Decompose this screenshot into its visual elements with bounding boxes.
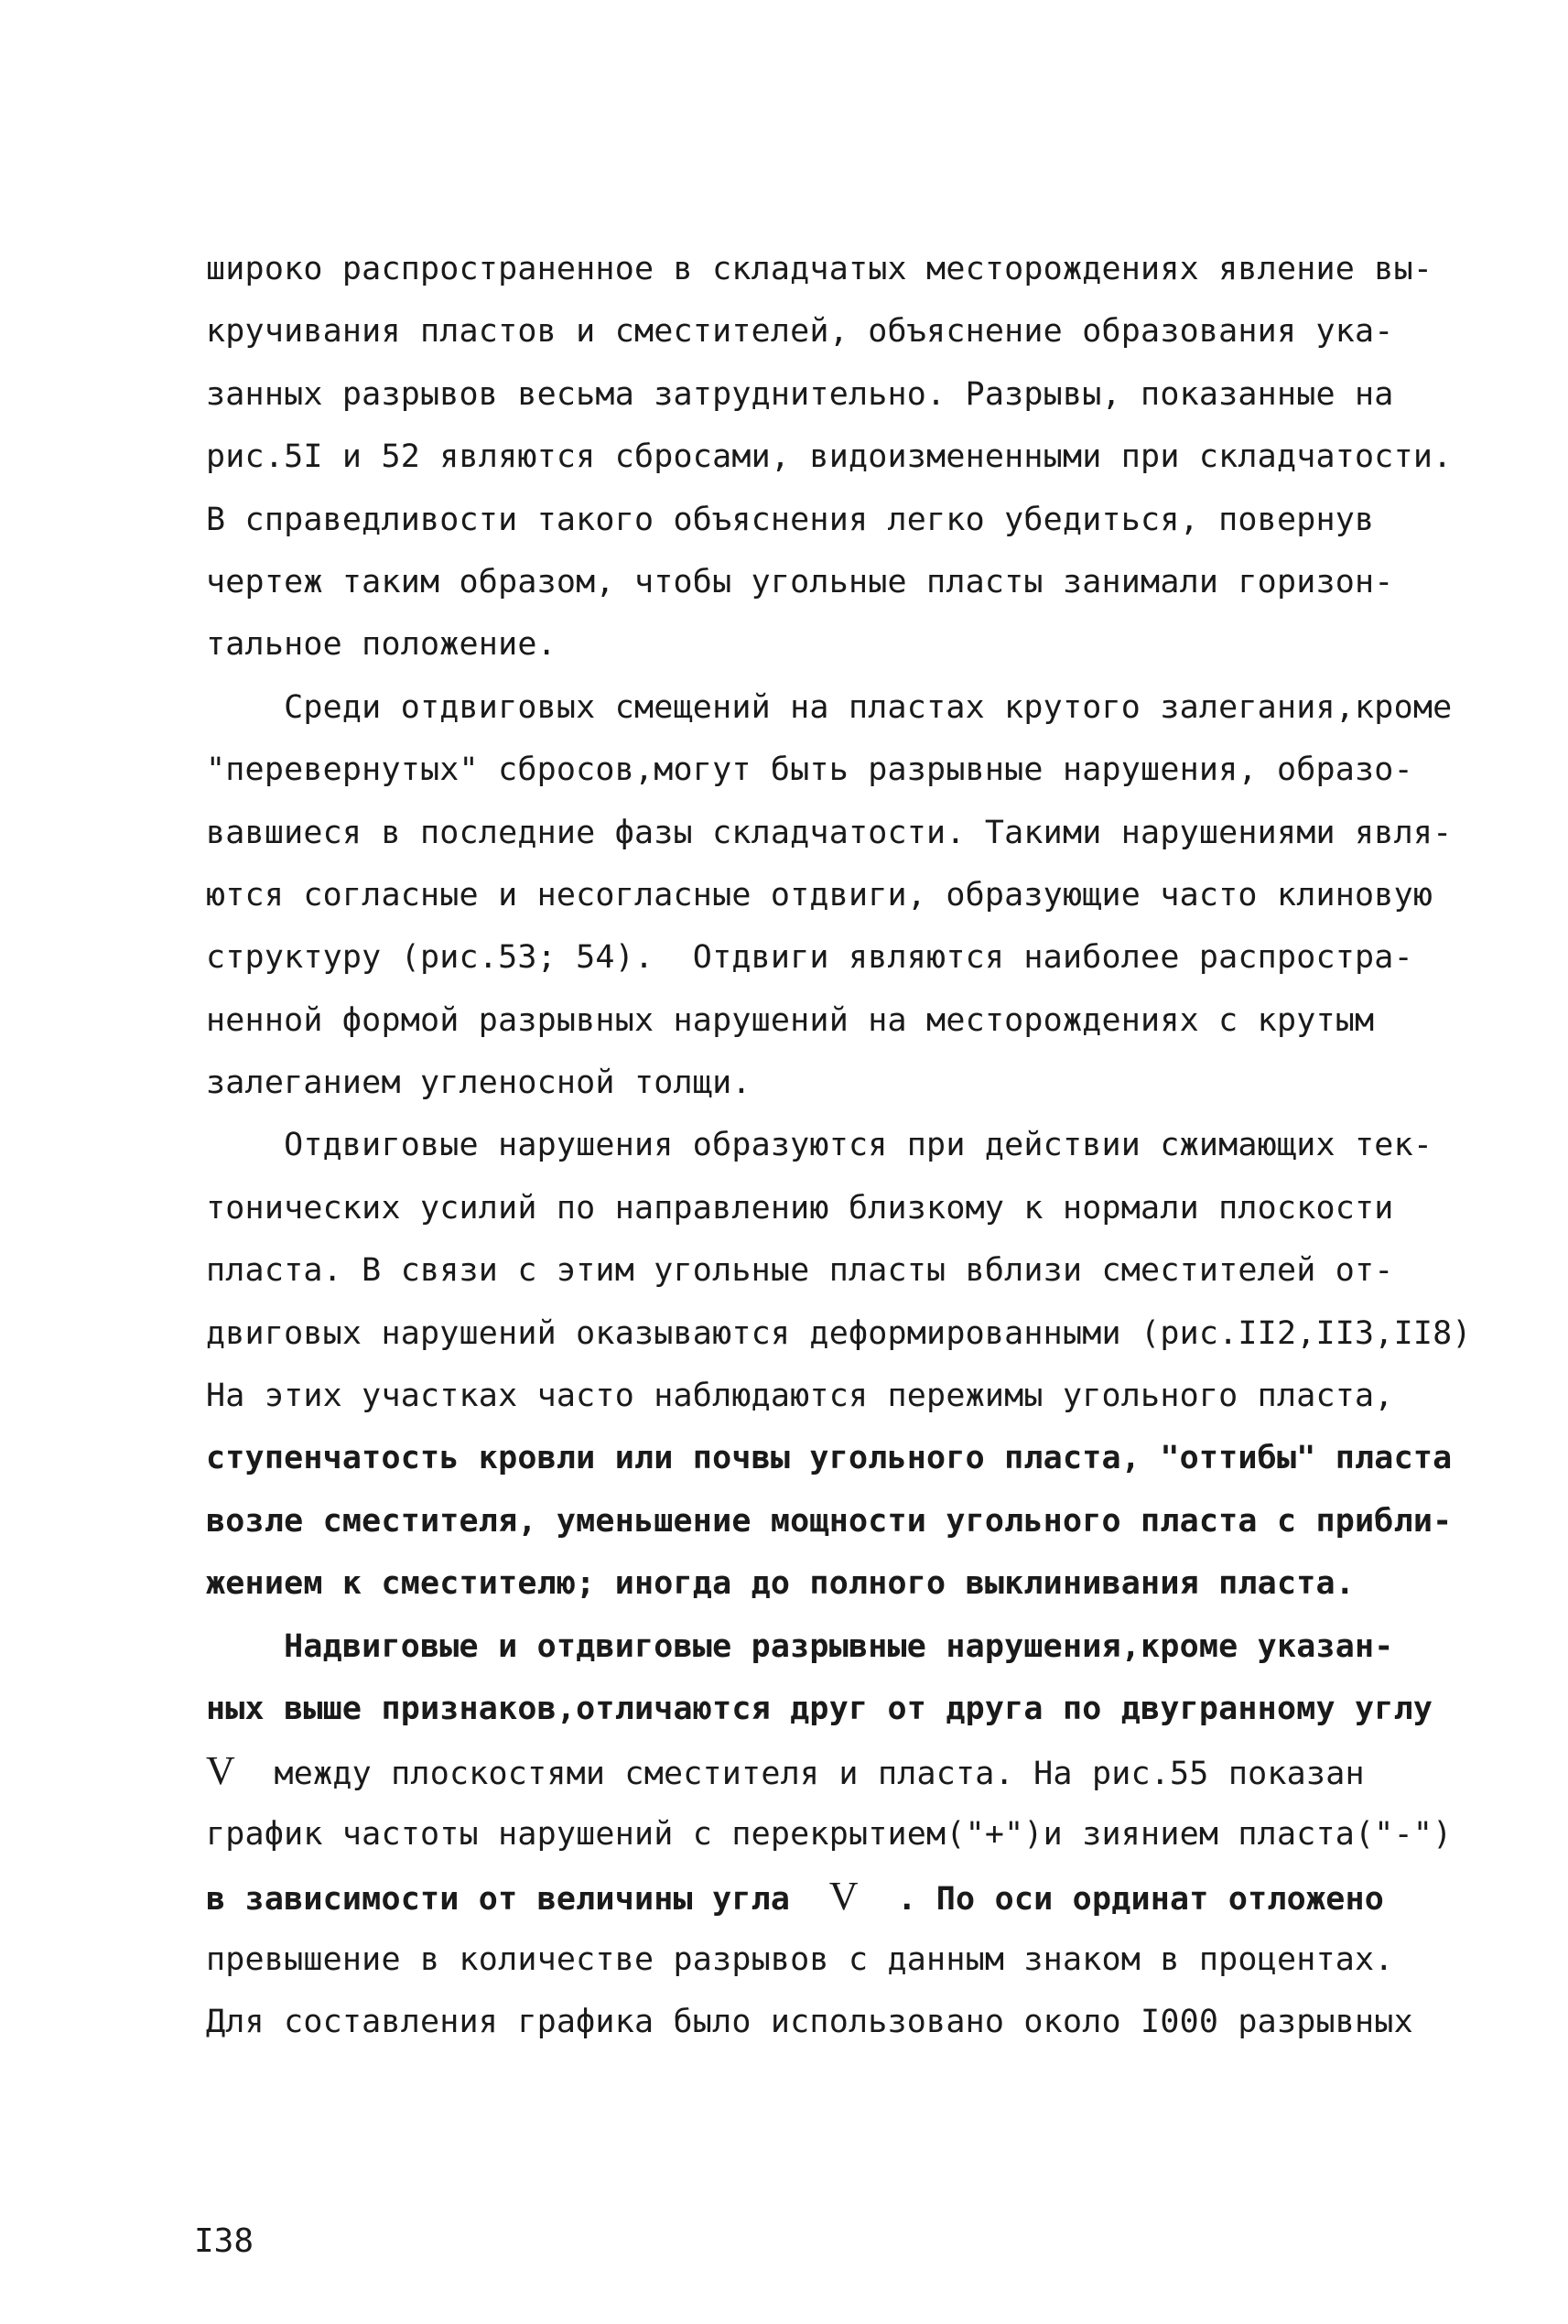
- text-line: широко распространенное в складчатых месторождениях явление вы-: [206, 251, 1433, 287]
- text-line: В справедливости такого объяснения легко убедиться, повернув: [206, 501, 1375, 538]
- text-line: кручивания пластов и сместителей, объяснение образования ука-: [206, 313, 1394, 351]
- text-line: ступенчатость кровли или почвы угольного пласта, "оттибы" пласта: [206, 1440, 1453, 1477]
- text-segment: в зависимости от величины угла: [206, 1881, 829, 1919]
- text-line: график частоты нарушений с перекрытием("+")и зиянием пласта("-"): [206, 1815, 1453, 1853]
- angle-v-symbol: V: [206, 1748, 235, 1794]
- text-line: На этих участках часто наблюдаются пережимы угольного пласта,: [206, 1378, 1394, 1415]
- text-line: пласта. В связи с этим угольные пласты вблизи сместителей от-: [206, 1252, 1394, 1290]
- text-line: жением к сместителю; иногда до полного выклинивания пласта.: [206, 1565, 1356, 1603]
- text-line: тальное положение.: [206, 626, 557, 664]
- text-line: вавшиеся в последние фазы складчатости. Такими нарушениями явля-: [206, 814, 1453, 851]
- text-line: ненной формой разрывных нарушений на месторождениях с крутым: [206, 1001, 1375, 1039]
- text-segment: между плоскостями сместителя и пласта. На рис.55 показан: [234, 1756, 1365, 1793]
- text-line: ных выше признаков,отличаются друг от друга по двугранному углу: [206, 1690, 1433, 1727]
- text-line: Среди отдвиговых смещений на пластах крутого залегания,кроме: [206, 688, 1453, 726]
- body-text: [206, 238, 1472, 2053]
- paragraph-2: [206, 676, 1453, 1115]
- text-line-with-angle: [206, 1740, 1414, 1802]
- text-line: превышение в количестве разрывов с данным знаком в процентах.: [206, 1940, 1394, 1978]
- page-number: I38: [194, 2222, 254, 2260]
- text-line: Для составления графика было использовано около I000 разрывных: [206, 2003, 1413, 2040]
- paragraph-4: [206, 1616, 1453, 2054]
- text-line: Отдвиговые нарушения образуются при действии сжимающих тек-: [206, 1127, 1433, 1164]
- text-line: ются согласные и несогласные отдвиги, образующие часто клиновую: [206, 876, 1433, 913]
- text-line: возле сместителя, уменьшение мощности угольного пласта с прибли-: [206, 1502, 1453, 1540]
- text-line: Надвиговые и отдвиговые разрывные нарушения,кроме указан-: [206, 1627, 1394, 1665]
- text-line: залеганием угленосной толщи.: [206, 1065, 752, 1102]
- text-line: чертеж таким образом, чтобы угольные пласты занимали горизон-: [206, 563, 1394, 600]
- text-line: тонических усилий по направлению близкому к нормали плоскости: [206, 1189, 1394, 1227]
- text-line: "перевернутых" сбросов,могут быть разрывные нарушения, образо-: [206, 751, 1413, 789]
- text-line: структуру (рис.53; 54). Отдвиги являются наиболее распростра-: [206, 939, 1413, 977]
- text-segment: . По оси ординат отложено: [858, 1881, 1385, 1919]
- text-line: занных разрывов весьма затруднительно. Разрывы, показанные на: [206, 375, 1394, 413]
- text-line: рис.5I и 52 являются сбросами, видоизмененными при складчатости.: [206, 438, 1453, 476]
- angle-v-symbol: V: [828, 1874, 859, 1919]
- text-line-with-angle: [206, 1865, 1414, 1928]
- paragraph-3: [206, 1114, 1472, 1615]
- text-line: двиговых нарушений оказываются деформированными (рис.II2,II3,II8): [206, 1314, 1472, 1352]
- paragraph-1: [206, 238, 1453, 676]
